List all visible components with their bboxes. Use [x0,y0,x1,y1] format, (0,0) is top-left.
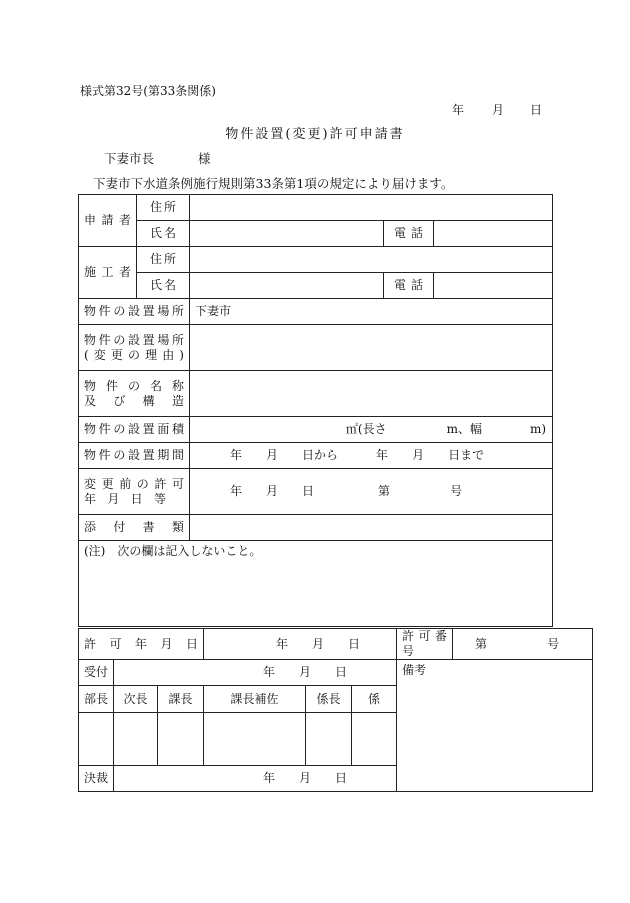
stamp-label-section-chief: 課長 [158,686,204,713]
stamp-box-deputy[interactable] [114,713,158,766]
period-start-month: 月 [266,448,279,462]
permit-no-suffix: 号 [547,636,560,651]
permit-day: 日 [348,636,361,651]
office-use-table [78,628,593,792]
addressee [104,149,211,167]
contractor-phone-field[interactable] [434,273,553,299]
location-label: 物件の設置場所 [79,299,190,325]
applicant-label: 申請者 [79,195,137,247]
prev-permit-year: 年 [230,484,243,498]
period-field[interactable] [190,443,553,469]
date-month: 月 [492,103,505,117]
decision-label: 決裁 [79,766,114,792]
received-year: 年 [263,665,276,679]
prev-permit-no-prefix: 第 [378,484,391,498]
permit-date-label: 許可年月日 [79,629,204,660]
location-change-label: 物件の設置場所 (変更の理由) [79,325,190,371]
received-field[interactable] [114,660,397,686]
intro-text: 下妻市下水道条例施行規則第33条第1項の規定により届けます。 [93,176,454,191]
received-label: 受付 [79,660,114,686]
applicant-phone-field[interactable] [434,221,553,247]
permit-no-label: 許可番号 [397,629,453,660]
applicant-address-field[interactable] [190,195,553,221]
period-end-day: 日まで [448,448,485,462]
note-text: (注) 次の欄は記入しないこと。 [84,544,262,558]
stamp-label-subsection-chief: 係長 [306,686,352,713]
contractor-label: 施工者 [79,247,137,299]
applicant-name-label: 氏名 [137,221,190,247]
location-change-field[interactable] [190,325,553,371]
document-title: 物件設置(変更)許可申請書 [225,127,405,142]
location-field[interactable]: 下妻市 [190,299,553,325]
stamp-label-assistant-chief: 課長補佐 [204,686,306,713]
prev-permit-no-suffix: 号 [450,484,463,498]
remarks-cell[interactable] [397,660,593,792]
stamp-label-staff: 係 [352,686,397,713]
object-name-label: 物件の名称 及び構造 [79,371,190,417]
stamp-label-deputy: 次長 [114,686,158,713]
contractor-name-label: 氏名 [137,273,190,299]
decision-day: 日 [335,771,348,785]
attachments-field[interactable] [190,515,553,541]
decision-month: 月 [299,771,312,785]
stamp-box-staff[interactable] [352,713,397,766]
stamp-label-director: 部長 [79,686,114,713]
date-day: 日 [530,103,543,117]
prev-permit-day: 日 [302,484,315,498]
applicant-address-label: 住所 [137,195,190,221]
addressee-honorific: 様 [198,151,211,166]
date-year: 年 [452,103,465,117]
note-area [79,541,553,627]
prev-permit-label: 変更前の許可 年月日等 [79,469,190,515]
received-month: 月 [299,665,312,679]
application-form-table [78,194,553,627]
stamp-box-subsection-chief[interactable] [306,713,352,766]
permit-month: 月 [312,636,325,651]
decision-year: 年 [263,771,276,785]
stamp-box-section-chief[interactable] [158,713,204,766]
contractor-address-field[interactable] [190,247,553,273]
application-date [452,101,542,118]
addressee-name: 下妻市長 [104,151,155,166]
period-start-day: 日から [302,448,339,462]
received-day: 日 [335,665,348,679]
permit-no-field[interactable] [453,629,593,660]
contractor-address-label: 住所 [137,247,190,273]
decision-field[interactable] [114,766,397,792]
contractor-phone-label: 電話 [384,273,434,299]
remarks-label: 備考 [402,663,427,677]
period-end-month: 月 [412,448,425,462]
prev-permit-field[interactable] [190,469,553,515]
attachments-label: 添付書類 [79,515,190,541]
area-field[interactable]: ㎡(長さ m、幅 m) [190,417,553,443]
applicant-phone-label: 電話 [384,221,434,247]
permit-no-prefix: 第 [475,636,488,651]
period-start-year: 年 [230,448,243,462]
area-label: 物件の設置面積 [79,417,190,443]
period-label: 物件の設置期間 [79,443,190,469]
permit-date-field[interactable] [204,629,397,660]
prev-permit-month: 月 [266,484,279,498]
contractor-name-field[interactable] [190,273,384,299]
period-end-year: 年 [376,448,389,462]
form-number: 様式第32号(第33条関係) [80,84,216,98]
applicant-name-field[interactable] [190,221,384,247]
permit-year: 年 [276,636,289,651]
stamp-box-assistant-chief[interactable] [204,713,306,766]
object-name-field[interactable] [190,371,553,417]
stamp-box-director[interactable] [79,713,114,766]
